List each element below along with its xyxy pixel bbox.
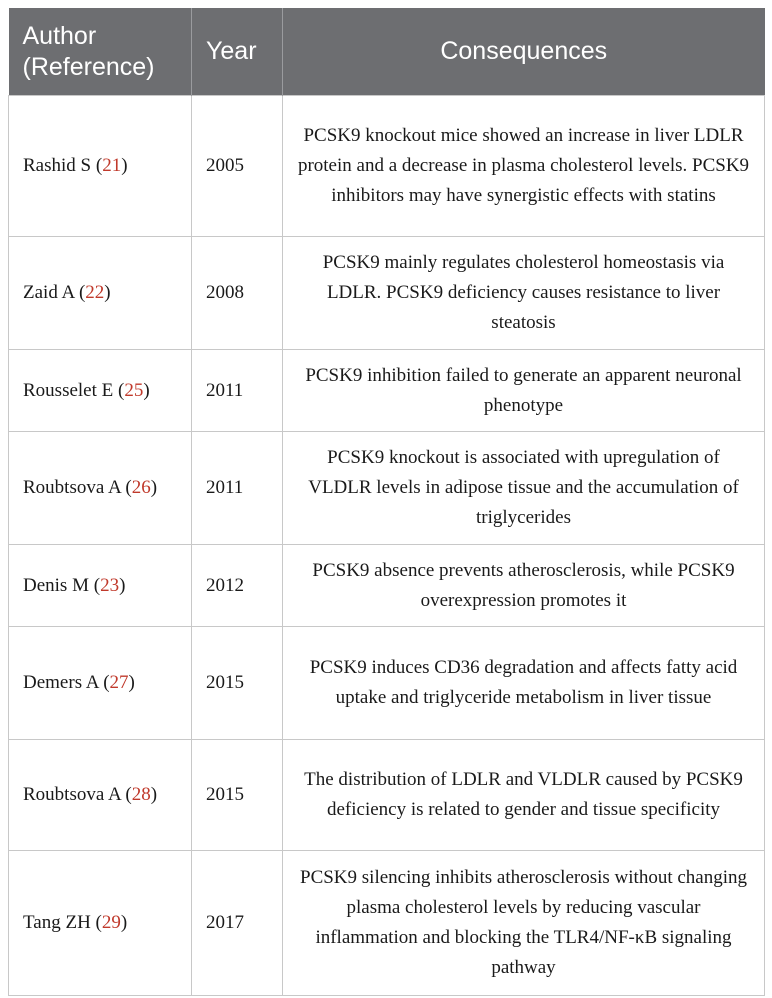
- consequences-cell: PCSK9 silencing inhibits atherosclerosis without changing plasma cholesterol levels by reducing vascular inflammation and blocking the TLR4/NF-κB signaling pathway: [283, 851, 765, 996]
- year-cell: 2005: [192, 96, 283, 237]
- author-name: Demers A: [23, 672, 99, 693]
- author-name: Roubtsova A: [23, 477, 121, 498]
- author-cell: Rashid S (21): [9, 96, 192, 237]
- consequences-cell: PCSK9 knockout is associated with upregulation of VLDLR levels in adipose tissue and the accumulation of triglycerides: [283, 432, 765, 545]
- year-cell: 2008: [192, 237, 283, 350]
- author-name: Rousselet E: [23, 379, 114, 401]
- consequences-cell: PCSK9 absence prevents atherosclerosis, while PCSK9 overexpression promotes it: [283, 545, 765, 627]
- header-year: Year: [192, 8, 283, 96]
- reference-link[interactable]: 22: [85, 282, 105, 303]
- year-cell: 2017: [192, 851, 283, 996]
- table-row: [9, 545, 765, 627]
- table-row: [9, 96, 765, 237]
- author-cell: Tang ZH (29): [9, 851, 192, 996]
- year-cell: 2015: [192, 740, 283, 851]
- reference-link[interactable]: 29: [101, 912, 121, 933]
- consequences-cell: The distribution of LDLR and VLDLR caused by PCSK9 deficiency is related to gender and tissue specificity: [283, 740, 765, 851]
- year-cell: 2012: [192, 545, 283, 627]
- consequences-cell: PCSK9 knockout mice showed an increase in liver LDLR protein and a decrease in plasma cholesterol levels. PCSK9 inhibitors may have synergistic effects with statins: [283, 96, 765, 237]
- consequences-cell: PCSK9 induces CD36 degradation and affects fatty acid uptake and triglyceride metabolism in liver tissue: [283, 627, 765, 740]
- consequences-cell: PCSK9 inhibition failed to generate an apparent neuronal phenotype: [283, 350, 765, 432]
- year-cell: 2015: [192, 627, 283, 740]
- author-name: Rashid S: [23, 155, 92, 176]
- reference-link[interactable]: 26: [131, 477, 151, 498]
- reference-link[interactable]: 21: [102, 155, 122, 176]
- reference-link[interactable]: 27: [109, 672, 129, 693]
- author-name: Zaid A: [23, 282, 75, 303]
- table-row: [9, 851, 765, 996]
- table-row: [9, 350, 765, 432]
- year-cell: 2011: [192, 432, 283, 545]
- reference-link[interactable]: 23: [100, 574, 120, 596]
- data-table: [8, 8, 765, 996]
- author-cell: Denis M (23): [9, 545, 192, 627]
- author-cell: Zaid A (22): [9, 237, 192, 350]
- author-name: Tang ZH: [23, 912, 91, 933]
- consequences-cell: PCSK9 mainly regulates cholesterol homeostasis via LDLR. PCSK9 deficiency causes resistance to liver steatosis: [283, 237, 765, 350]
- table-row: [9, 627, 765, 740]
- author-cell: Rousselet E (25): [9, 350, 192, 432]
- author-cell: Demers A (27): [9, 627, 192, 740]
- author-name: Roubtsova A: [23, 784, 121, 805]
- table-row: [9, 432, 765, 545]
- header-author: Author (Reference): [9, 8, 192, 96]
- author-cell: Roubtsova A (28): [9, 740, 192, 851]
- author-name: Denis M: [23, 574, 89, 596]
- table-row: [9, 740, 765, 851]
- year-cell: 2011: [192, 350, 283, 432]
- author-cell: Roubtsova A (26): [9, 432, 192, 545]
- reference-link[interactable]: 25: [124, 379, 144, 401]
- table-row: [9, 237, 765, 350]
- reference-link[interactable]: 28: [131, 784, 151, 805]
- header-consequences: Consequences: [283, 8, 765, 96]
- header-row: [9, 8, 765, 96]
